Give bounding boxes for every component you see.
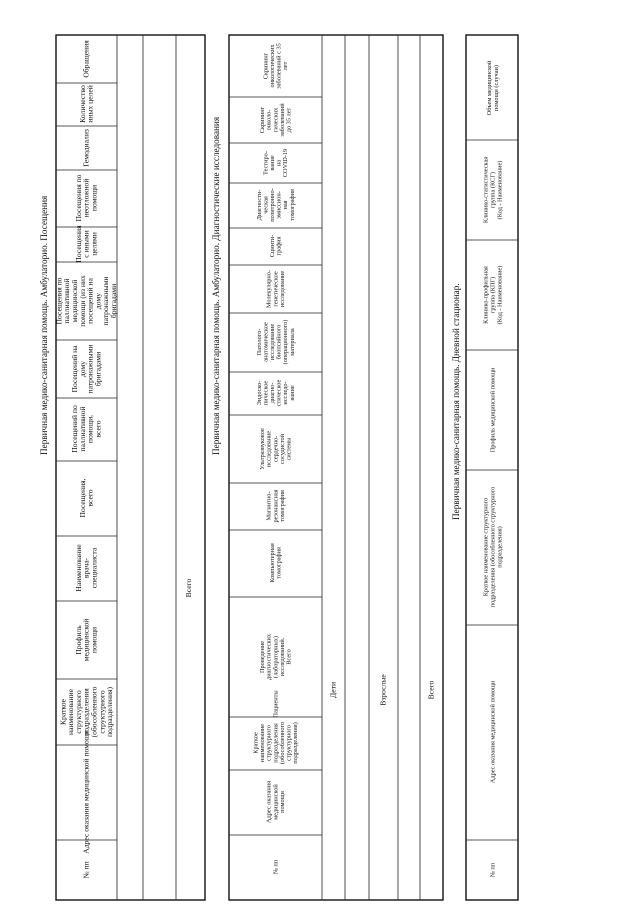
section2-header-15-line: заболеваний с 35 (275, 43, 283, 89)
section1-header-13 (82, 40, 91, 78)
section1-header-0-text (82, 861, 91, 878)
section2-row-2-line: Всего (426, 680, 436, 700)
section3-header-1-line: Адрес оказания медицинской помощи (489, 680, 497, 784)
section1-header-3 (74, 619, 99, 662)
section2-header-11-text (269, 235, 283, 258)
section1-header-9-line: целями (89, 232, 99, 256)
section2-header-14-line: онколо- (265, 109, 273, 131)
section2-header-9-line: исследование (269, 323, 276, 361)
section1-header-7-line: дому (77, 360, 87, 378)
section1-header-2-line: подразделения (81, 688, 91, 736)
section2-header-8-line: исследо- (282, 381, 290, 405)
section2-header-7-line: исследование (265, 430, 273, 468)
section2-header-12-line: ческая (262, 196, 270, 214)
section2-row-0-text (329, 682, 338, 698)
section1-header-1-line: Адрес оказания медицинской помощи (81, 730, 91, 854)
section1-table-border (56, 35, 205, 900)
section2-header-8-line: пическое (262, 380, 270, 406)
section1-header-2-line: (обособленного (89, 686, 99, 738)
section1-header-2-line: подразделения) (105, 686, 115, 738)
section2-title: Первичная медико-санитарная помощь. Амбулаторио. Диагностические исследования (211, 116, 221, 455)
section1-header-8-line: патронажными (101, 276, 111, 326)
section2-header-13-text (262, 149, 289, 177)
section2-header-7-line: системы (285, 437, 293, 461)
section3-header-5-text (482, 157, 503, 223)
section2-header-10-line: исследование (278, 270, 286, 308)
section1-header-2-text (58, 686, 114, 737)
section3-header-3-line: Профиль медицинской помощи (489, 367, 497, 453)
section2-header-7-line: сердечно- (272, 435, 280, 463)
section3-header-6-line: помощи (случаи) (492, 65, 500, 111)
section2-header-0 (272, 859, 279, 874)
section-day-hospital (451, 35, 518, 900)
section2-header-7-line: Ультразвуковое (259, 428, 267, 470)
section2-header-2-line: подразделения (272, 723, 280, 763)
section2-header-5-text (269, 543, 283, 583)
section2-header-10-line: Молекулярно- (265, 269, 273, 309)
section1-header-9-text (74, 225, 99, 263)
section2-header-15-line: Скрининг (262, 52, 270, 80)
section1-header-7-text (70, 345, 102, 394)
section2-header-2-line: наименование (259, 723, 267, 763)
section3-header-0-line: № пп (489, 862, 497, 878)
section3-header-5 (482, 157, 503, 223)
section1-header-2-line: Краткое (58, 699, 68, 725)
section2-header-2-line: структурного (265, 725, 273, 761)
section2-header-2-line: структурного (285, 725, 293, 761)
section1-header-13-line: Обращения (81, 40, 91, 78)
section2-header-14-line: заболеваний (278, 103, 286, 137)
section1-header-1 (82, 730, 91, 853)
section-ambulatory-visits (39, 35, 205, 900)
section1-header-8-line: помощи (из них (77, 275, 87, 327)
section3-header-6-text (486, 60, 500, 115)
section1-header-3-text (74, 619, 99, 662)
section1-header-4 (74, 544, 99, 592)
section1-header-9 (74, 225, 99, 263)
section1-header-8-line: паллиативной (62, 278, 72, 324)
section1-header-11 (82, 129, 91, 167)
section1-header-4-line: Наименование (73, 544, 83, 592)
section1-header-8-line: медицинской (70, 279, 79, 323)
section2-header-12-line: Диагности- (255, 189, 263, 221)
section3-header-3 (489, 367, 496, 452)
section3-header-2 (482, 487, 503, 608)
section3-header-row (482, 60, 503, 877)
section3-header-6 (486, 60, 500, 115)
section3-header-1 (489, 680, 496, 783)
section3-header-4 (482, 266, 503, 325)
section2-row-1 (379, 674, 388, 706)
section2-header-13-line: COVID-19 (282, 148, 290, 178)
section2-header-6-text (266, 489, 286, 522)
section1-header-4-text (74, 544, 99, 592)
section2-header-4-line: диагностических (265, 633, 273, 681)
section2-header-2 (253, 722, 300, 764)
section2-header-8-text (256, 380, 296, 407)
section2-header-10 (266, 270, 286, 308)
section1-header-5-text (78, 478, 95, 517)
section1-header-8-line: посещений на (85, 278, 95, 324)
section2-header-7 (259, 428, 292, 470)
section2-header-13-line: на (275, 159, 283, 167)
section2-header-7-text (259, 428, 292, 470)
section2-header-9-line: материала (288, 328, 296, 356)
section1-header-2-line: структурного (97, 690, 107, 734)
section2-header-14-line: до 35 лет (285, 107, 293, 133)
section1-header-6-line: помощи, (85, 414, 95, 444)
section1-header-7 (70, 345, 102, 394)
section1-header-2 (58, 686, 114, 737)
section3-header-2-line: подразделения) (496, 526, 504, 568)
section2-header-12 (256, 188, 296, 222)
section1-header-8-line: бригадами (109, 283, 118, 319)
section2-header-15 (262, 43, 289, 89)
section2-header-9-line: биопсийного (275, 324, 283, 360)
section3-header-4-line: Клинико-профильная (482, 266, 490, 324)
section2-row-1-line: Взрослые (378, 674, 388, 706)
section3-header-4-line: группа (КПГ) (489, 276, 497, 314)
section1-header-8-line: дому (93, 292, 103, 310)
section2-header-6-line: Магнитно- (265, 491, 273, 521)
section2-header-12-line: эмиссион- (275, 191, 283, 219)
section1-header-6-line: паллиативной (77, 406, 87, 452)
section3-header-5-line: Клинико-статистическая (482, 156, 490, 224)
section2-header-12-line: позитронно- (269, 188, 276, 222)
section2-header-3-line: Пациенты (272, 690, 280, 718)
section1-header-8-line: Посещения по (54, 277, 64, 325)
section3-header-4-line: (Код - Наименование) (496, 265, 504, 325)
section1-header-5-line: всего (85, 489, 95, 507)
section1-header-4-line: специалиста (89, 547, 99, 589)
section2-header-2-text (253, 722, 300, 764)
section3-header-0 (489, 862, 496, 877)
section2-header-2-line: (обособленного (278, 721, 286, 765)
section1-header-7-line: Посещений на (70, 345, 79, 393)
section2-header-row (253, 43, 300, 874)
section2-header-14 (259, 103, 292, 137)
section2-header-13-line: вание (269, 155, 276, 171)
section2-header-12-text (256, 188, 296, 222)
section2-header-4-line: исследований. (278, 637, 286, 677)
section1-header-10 (74, 174, 99, 221)
section2-header-6 (266, 489, 286, 522)
section2-header-6-line: резонансная (272, 489, 280, 523)
section-diagnostic-studies (211, 35, 443, 900)
section1-header-2-line: наименование (66, 689, 76, 735)
section3-header-2-line: подразделения (обособленного структурного (489, 486, 497, 608)
section1-header-12 (78, 85, 95, 123)
section2-header-14-line: Скрининг (259, 106, 267, 134)
section2-header-3-text (272, 690, 279, 718)
section2-header-1 (266, 781, 286, 823)
section1-header-3-line: Профиль (73, 625, 83, 655)
section3-header-1-text (489, 680, 496, 783)
section1-header-1-text (82, 730, 91, 853)
section2-header-5-line: томография (275, 547, 283, 579)
section1-header-6-line: Посещений по (70, 405, 79, 453)
section2-header-11-line: Сцинти- (269, 234, 276, 258)
section1-header-10-text (74, 174, 99, 221)
section1-header-row (54, 40, 118, 879)
section2-header-8 (256, 380, 296, 407)
section1-header-9-line: Посещения (73, 225, 83, 263)
section1-header-10-line: помощи (89, 184, 99, 212)
section2-header-4-line: Всего (285, 649, 293, 665)
section2-header-8-line: Эндоско- (255, 380, 263, 406)
section1-header-6-line: всего (93, 420, 103, 438)
section3-header-6-line: Объем медицинской (485, 60, 493, 116)
section1-header-8 (54, 275, 118, 327)
section1-header-12-text (78, 85, 95, 123)
section2-header-4 (259, 633, 292, 680)
section2-header-9 (256, 320, 296, 365)
section2-header-15-line: онкологических (269, 44, 276, 88)
section2-header-13 (262, 149, 289, 177)
section1-header-12-line: Количество (77, 85, 87, 123)
section2-row-1-text (379, 674, 388, 706)
section2-header-1-line: медицинской (272, 784, 280, 820)
section2-header-1-text (266, 781, 286, 823)
section1-header-12-line: иных целей (85, 85, 95, 123)
section2-header-14-line: гических (272, 107, 280, 133)
section3-header-2-text (482, 487, 503, 608)
section2-header-11-line: графия (275, 236, 283, 256)
section2-header-6-line: томография (278, 490, 286, 522)
section3-header-5-line: (Код - Наименование) (496, 160, 504, 220)
section2-header-9-line: Патолого- (255, 328, 263, 356)
section3-header-5-line: группа (КСГ) (489, 172, 497, 208)
section1-title: Первичная медико-санитарная помощь. Амбулаторио. Посещения (39, 195, 49, 455)
section2-header-2-line: Краткое (252, 732, 260, 754)
section1-header-10-line: неотложной (81, 178, 91, 218)
section3-header-0-text (489, 862, 496, 877)
section1-header-7-line: патронажными (85, 344, 95, 394)
section1-header-3-line: помощи (89, 626, 99, 654)
section2-header-4-text (259, 633, 292, 680)
section3-title: Первичная медико-санитарная помощь. Дневной стационар. (451, 283, 461, 520)
section2-header-0-line: № пп (272, 859, 280, 875)
section1-header-8-text (54, 275, 118, 327)
section2-header-5 (269, 543, 283, 583)
section2-header-4-line: Проведение (259, 640, 267, 674)
section2-header-9-text (256, 320, 296, 365)
section1-header-6-text (70, 405, 102, 453)
section1-header-9-line: с иными (81, 230, 91, 258)
section2-header-8-line: стическое (275, 379, 283, 407)
section3-header-4-text (482, 266, 503, 325)
section1-header-5 (78, 478, 95, 517)
section1-header-11-text (82, 129, 91, 167)
section2-header-10-text (266, 270, 286, 308)
section2-header-14-text (259, 103, 292, 137)
section1-header-0-line: № пп (81, 861, 91, 879)
section2-header-8-line: диагно- (269, 382, 276, 404)
section2-header-8-line: вание (288, 385, 296, 401)
section1-header-13-text (82, 40, 91, 78)
section2-header-9-line: (операционного) (282, 319, 290, 365)
section2-header-9-line: анатомическое (262, 322, 270, 362)
section2-row-2-text (427, 680, 436, 699)
section2-header-12-line: томография (288, 189, 296, 221)
section1-header-2-line: структурного (73, 690, 83, 734)
section1-header-4-line: врача- (81, 557, 91, 579)
section1-header-0 (82, 861, 91, 878)
section2-header-12-line: ная (282, 200, 290, 210)
section2-row-0 (329, 682, 338, 698)
section2-header-3 (272, 690, 279, 718)
section1-total-label: Всего (184, 578, 193, 598)
section2-row-2 (427, 680, 436, 699)
section2-row-0-line: Дети (328, 681, 338, 699)
section3-header-2-line: Краткое наименование структурного (482, 497, 490, 597)
section1-header-10-line: Посещения по (73, 174, 83, 222)
section2-header-15-text (262, 43, 289, 89)
section2-header-7-line: сосудистой (278, 433, 286, 465)
section2-header-4-line: (лабораторных) (272, 636, 280, 678)
section2-header-15-line: лет (282, 61, 290, 71)
section2-header-11 (269, 235, 283, 258)
section1-header-3-line: медицинской (81, 618, 91, 662)
section1-header-5-line: Посещения, (77, 478, 87, 518)
section1-header-11-line: Гемодиализ (81, 129, 91, 167)
section2-header-2-line: подразделения) (292, 722, 300, 764)
section2-header-1-line: Адрес оказания (265, 780, 273, 824)
section1-header-6 (70, 405, 102, 453)
section2-header-10-line: генетическое (272, 271, 280, 307)
section3-header-3-text (489, 367, 496, 452)
section2-header-1-line: помощи (278, 791, 286, 813)
section2-header-13-line: Тестиро- (262, 151, 270, 175)
section2-header-5-line: Компьютерная (269, 543, 276, 583)
section1-header-7-line: бригадами (93, 351, 103, 387)
section2-header-0-text (272, 859, 279, 874)
